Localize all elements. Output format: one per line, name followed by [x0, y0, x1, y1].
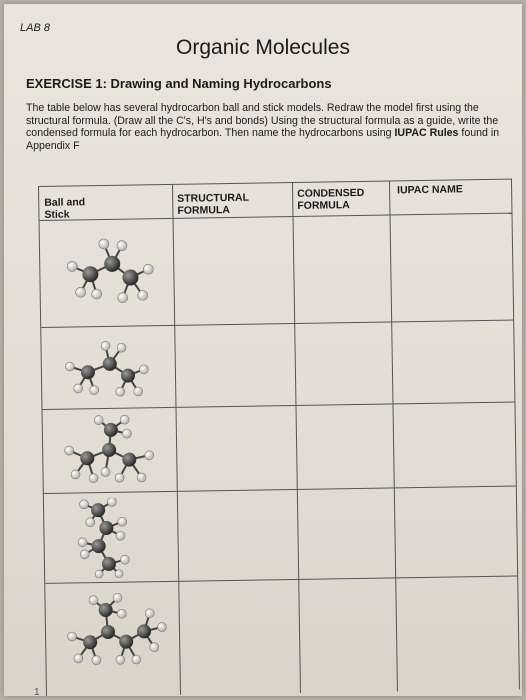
instructions-paragraph: [26, 102, 512, 152]
worksheet-page: [4, 4, 522, 696]
exercise-heading: EXERCISE 1: Drawing and Naming Hydrocarbons: [26, 76, 332, 91]
ball-stick-model-1: [50, 225, 161, 317]
lab-label: LAB 8: [20, 22, 50, 34]
instructions-text: The table below has several hydrocarbon ball and stick models. Redraw the model first using the structural formula. (Draw all the C's, H's and bonds) Using the structural formula as a guide, write the condensed formula for each hydrocarbon. Then name the hydrocarbons using: [26, 102, 499, 139]
col-header-condensed: CONDENSED FORMULA: [297, 186, 365, 212]
col-header-structural: STRUCTURAL FORMULA: [177, 191, 250, 217]
ball-stick-model-2: [51, 333, 162, 405]
page-number: 1: [34, 687, 40, 696]
instructions-bold: IUPAC Rules: [394, 127, 459, 139]
col-header-ball-stick: Ball and Stick: [44, 196, 86, 221]
instructions-end: found in Appendix F: [26, 127, 500, 152]
hydrocarbon-table: [38, 179, 520, 696]
ball-stick-model-3: [53, 413, 164, 491]
page-title: Organic Molecules: [176, 36, 350, 59]
ball-stick-model-4: [54, 497, 165, 579]
ball-stick-model-5: [55, 587, 171, 679]
col-header-iupac: IUPAC NAME: [397, 183, 463, 197]
